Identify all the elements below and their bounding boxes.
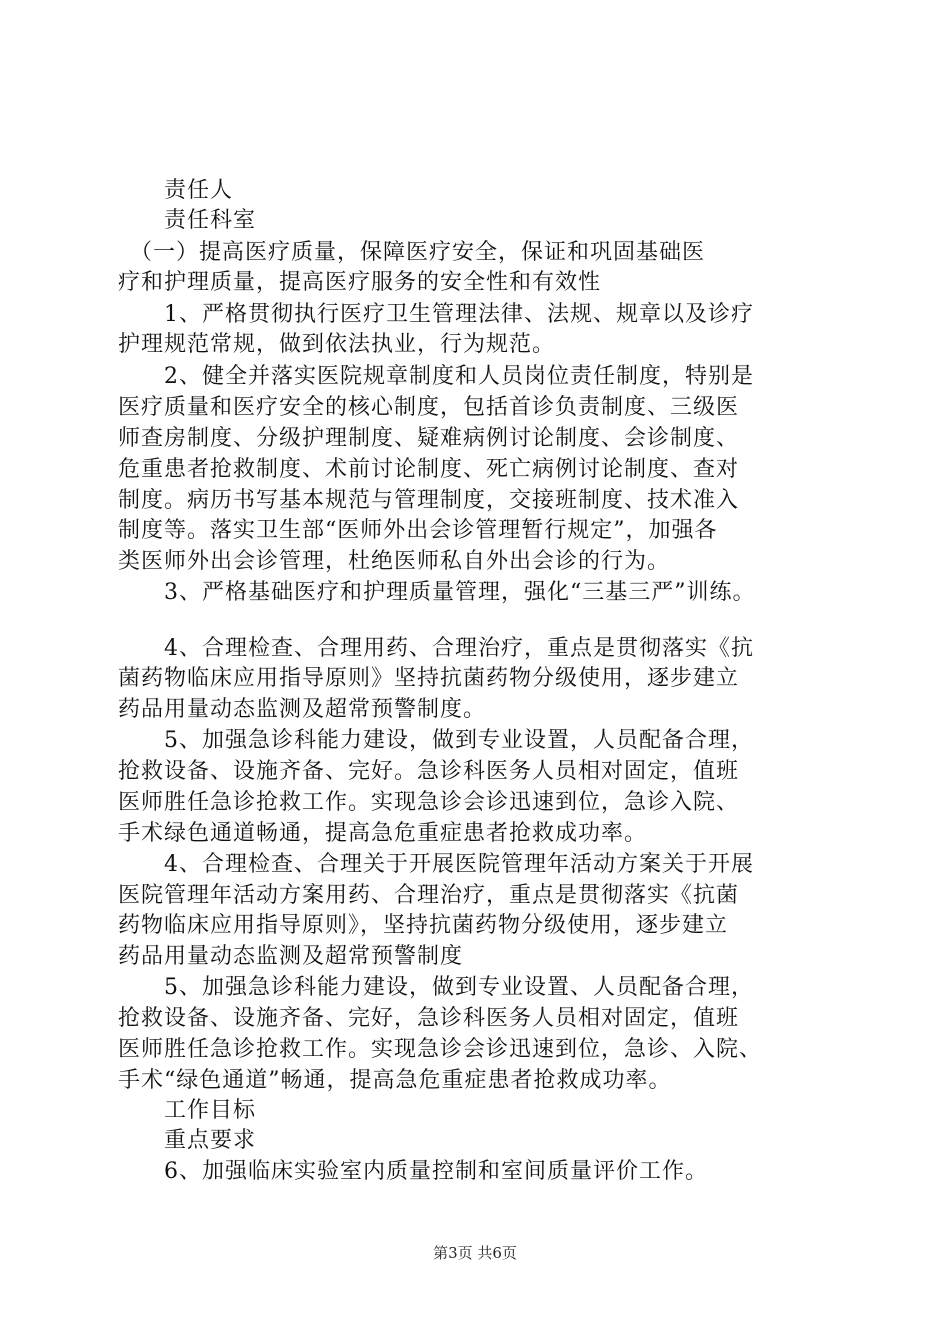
text-line: 医师胜任急诊抢救工作。实现急诊会诊迅速到位，急诊入院、: [118, 790, 740, 815]
text-line: 抢救设备、设施齐备、完好，急诊科医务人员相对固定，值班: [118, 1006, 740, 1031]
text-line: 药品用量动态监测及超常预警制度。: [118, 697, 487, 722]
text-line: 5、加强急诊科能力建设，做到专业设置、人员配备合理，: [118, 975, 754, 1000]
text-line: 药物临床应用指导原则》，坚持抗菌药物分级使用，逐步建立: [118, 913, 729, 938]
text-line: 药品用量动态监测及超常预警制度: [118, 944, 464, 969]
text-line: 师查房制度、分级护理制度、疑难病例讨论制度、会诊制度、: [118, 426, 740, 451]
text-line: 类医师外出会诊管理，杜绝医师私自外出会诊的行为。: [118, 549, 671, 574]
text-line: 菌药物临床应用指导原则》坚持抗菌药物分级使用，逐步建立: [118, 666, 740, 691]
text-line: 4、合理检查、合理关于开展医院管理年活动方案关于开展: [118, 852, 754, 877]
text-line: 医院管理年活动方案用药、合理治疗，重点是贯彻落实《抗菌: [118, 883, 740, 908]
text-line: 制度等。落实卫生部“医师外出会诊管理暂行规定”，加强各: [118, 518, 718, 543]
text-line: 手术“绿色通道”畅通，提高急危重症患者抢救成功率。: [118, 1068, 672, 1093]
text-line: 重点要求: [118, 1128, 257, 1153]
text-line: 3、严格基础医疗和护理质量管理，强化“三基三严”训练。: [118, 580, 756, 605]
text-line: 护理规范常规，做到依法执业，行为规范。: [118, 332, 556, 357]
text-line: 医疗质量和医疗安全的核心制度，包括首诊负责制度、三级医: [118, 395, 740, 420]
text-line: 医师胜任急诊抢救工作。实现急诊会诊迅速到位，急诊、入院、: [118, 1037, 763, 1062]
text-line: 抢救设备、设施齐备、完好。急诊科医务人员相对固定，值班: [118, 759, 740, 784]
text-line: 责任科室: [118, 208, 257, 233]
text-line: 4、合理检查、合理用药、合理治疗，重点是贯彻落实《抗: [118, 636, 754, 661]
text-line: 疗和护理质量，提高医疗服务的安全性和有效性: [118, 270, 602, 295]
text-line: （一）提高医疗质量，保障医疗安全，保证和巩固基础医: [118, 240, 706, 265]
text-line: 制度。病历书写基本规范与管理制度，交接班制度、技术准入: [118, 488, 740, 513]
text-line: 6、加强临床实验室内质量控制和室间质量评价工作。: [118, 1159, 708, 1184]
text-line: 责任人: [118, 178, 234, 203]
text-line: 危重患者抢救制度、术前讨论制度、死亡病例讨论制度、查对: [118, 457, 740, 482]
text-line: 2、健全并落实医院规章制度和人员岗位责任制度，特别是: [118, 364, 754, 389]
text-line: 工作目标: [118, 1098, 257, 1123]
text-line: 5、加强急诊科能力建设，做到专业设置，人员配备合理，: [118, 728, 754, 753]
page-footer: 第3页 共6页: [433, 1244, 517, 1262]
text-line: 手术绿色通道畅通，提高急危重症患者抢救成功率。: [118, 821, 648, 846]
text-line: 1、严格贯彻执行医疗卫生管理法律、法规、规章以及诊疗: [118, 302, 754, 327]
